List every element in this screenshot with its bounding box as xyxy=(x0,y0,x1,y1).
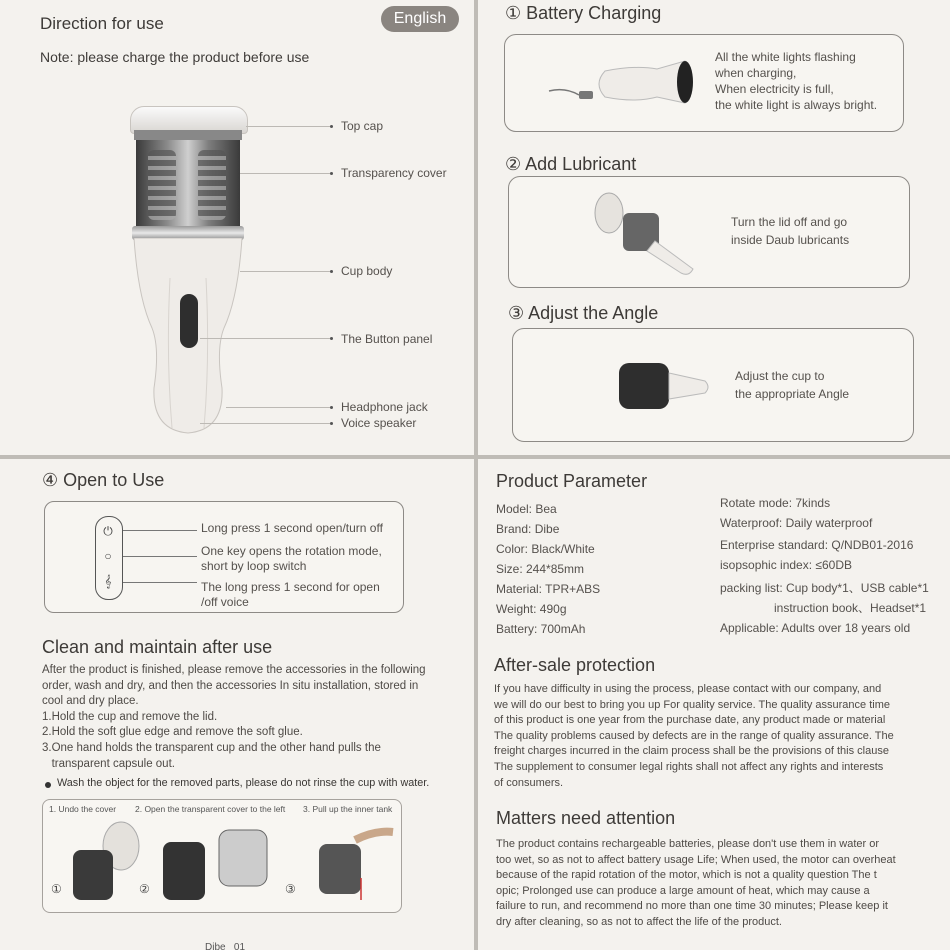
step1-text-line: When electricity is full, xyxy=(715,82,834,96)
step1-heading xyxy=(505,3,661,24)
aftersale-paragraph xyxy=(494,682,950,791)
button-desc-line: short by loop switch xyxy=(201,559,307,573)
step2-text xyxy=(731,213,849,249)
clean-title: Clean and maintain after use xyxy=(42,637,273,657)
param-right: isopsophic index: ≤60DB xyxy=(720,558,852,572)
button-desc-power: Long press 1 second open/turn off xyxy=(201,521,383,535)
page-footer: Dibe 01 xyxy=(205,942,246,950)
angle-device-icon xyxy=(613,359,713,415)
clean-line: 1.Hold the cup and remove the lid. xyxy=(42,710,218,723)
step2-text-line: Turn the lid off and go xyxy=(731,215,848,229)
clean-line: 2.Hold the soft glue edge and remove the soft glue. xyxy=(42,726,303,739)
button-desc-mode xyxy=(201,544,382,574)
step3-text-line: Adjust the cup to xyxy=(735,369,825,383)
page-direction-for-use xyxy=(0,0,474,455)
step1-box xyxy=(504,34,904,132)
label-voice-speaker: Voice speaker xyxy=(341,416,417,430)
wash-warning: Wash the object for the removed parts, please do not rinse the cup with water. xyxy=(57,777,430,789)
step1-text xyxy=(715,49,877,113)
step2-number: ② xyxy=(505,154,522,174)
button-desc-line: The long press 1 second for open xyxy=(201,580,380,594)
page-open-and-clean xyxy=(0,459,474,950)
page-steps xyxy=(478,0,950,455)
label-top-cap: Top cap xyxy=(341,119,384,133)
matters-line: failure to run, and recommend no more than one time 30 minutes; Please keep it xyxy=(496,900,888,913)
button-panel-shape xyxy=(180,294,198,348)
matters-line: The product contains rechargeable batteries, please don't use them in water or xyxy=(496,838,880,850)
illus-num-1: ① xyxy=(51,882,62,896)
button-panel-box xyxy=(44,501,404,613)
param-left: Battery: 700mAh xyxy=(496,622,586,636)
param-title: Product Parameter xyxy=(496,471,648,491)
label-headphone-jack: Headphone jack xyxy=(341,400,428,414)
param-right: Enterprise standard: Q/NDB01-2016 xyxy=(720,538,914,552)
aftersale-line: of consumers. xyxy=(494,776,564,789)
button-desc-line: One key opens the rotation mode, xyxy=(201,544,382,558)
step1-text-line: All the white lights flashing xyxy=(715,50,856,64)
matters-paragraph xyxy=(496,837,950,931)
lubricant-device-icon xyxy=(589,191,699,277)
param-right: packing list: Cup body*1、USB cable*1 xyxy=(720,581,929,595)
step1-text-line: the white light is always bright. xyxy=(715,98,878,112)
param-left: Material: TPR+ABS xyxy=(496,582,601,596)
label-cup-body: Cup body xyxy=(341,264,393,278)
illus-num-3: ③ xyxy=(285,882,296,896)
param-right: instruction book、Headset*1 xyxy=(774,601,927,615)
step4-number: ④ xyxy=(42,470,59,490)
matters-line: dry after cleaning, so as not to affect the life of the product. xyxy=(496,915,782,928)
cleaning-steps-box xyxy=(42,799,402,913)
step2-text-line: inside Daub lubricants xyxy=(731,233,850,247)
aftersale-line: The quality problems caused by defects are in the range of quality assurance. The xyxy=(494,729,894,742)
aftersale-line: we will do our best to bring you up For quality service. The quality assurance time xyxy=(494,698,890,711)
step3-text-line: the appropriate Angle xyxy=(735,387,850,401)
cleaning-step3-image xyxy=(299,818,395,906)
aftersale-title: After-sale protection xyxy=(494,655,656,675)
step3-title: Adjust the Angle xyxy=(528,303,659,323)
param-left: Size: 244*85mm xyxy=(496,562,585,576)
param-left: Weight: 490g xyxy=(496,602,567,616)
step2-box xyxy=(508,176,910,288)
charging-device-icon xyxy=(545,51,695,115)
step3-heading xyxy=(508,303,658,324)
button-desc-voice xyxy=(201,580,380,610)
step3-text xyxy=(735,367,849,403)
illus-num-2: ② xyxy=(139,882,150,896)
param-right: Applicable: Adults over 18 years old xyxy=(720,621,911,635)
step4-heading xyxy=(42,470,164,491)
step2-title: Add Lubricant xyxy=(525,154,637,174)
page-title: Direction for use xyxy=(40,14,164,33)
button-desc-line: /off voice xyxy=(201,595,249,609)
page-parameters xyxy=(478,459,950,950)
clean-line: 3.One hand holds the transparent cup and the other hand pulls the xyxy=(42,741,381,754)
param-right: Rotate mode: 7kinds xyxy=(720,496,831,510)
param-left: Brand: Dibe xyxy=(496,522,560,536)
aftersale-line: The supplement to consumer legal rights shall not affect any rights and interests xyxy=(494,760,884,773)
aftersale-line: freight charges incurred in the claim process shall be the provisions of this clause xyxy=(494,745,889,758)
illus-step-2: 2. Open the transparent cover to the left xyxy=(135,804,286,814)
matters-line: because of the rapid rotation of the motor, which is not a quality question The t xyxy=(496,869,877,882)
cleaning-step2-image xyxy=(155,822,285,906)
clean-paragraph xyxy=(42,663,452,772)
aftersale-line: If you have difficulty in using the process, please contact with our company, and xyxy=(494,683,882,695)
step3-box xyxy=(512,328,914,442)
matters-line: too wet, so as not to affect battery usage Life; When used, the motor can overheat xyxy=(496,853,896,866)
power-icon: ⏻ xyxy=(103,524,113,538)
language-badge: English xyxy=(381,6,459,32)
step4-title: Open to Use xyxy=(63,470,165,490)
clean-line: cool and dry place. xyxy=(42,695,139,708)
circle-icon: ○ xyxy=(104,549,112,563)
clean-line: order, wash and dry, and then the accessories In situ installation, stored in xyxy=(42,679,419,692)
param-left: Color: Black/White xyxy=(496,542,595,556)
matters-title: Matters need attention xyxy=(496,808,676,828)
step1-title: Battery Charging xyxy=(526,3,662,23)
illus-step-1: 1. Undo the cover xyxy=(49,804,117,814)
step3-number: ③ xyxy=(508,303,525,323)
label-button-panel: The Button panel xyxy=(341,332,433,346)
step2-heading xyxy=(505,154,636,175)
bullet-icon xyxy=(45,782,51,788)
param-left: Model: Bea xyxy=(496,502,557,516)
matters-line: opic; Prolonged use can produce a large amount of heat, which may cause a xyxy=(496,884,870,897)
step1-text-line: when charging, xyxy=(715,66,797,80)
illus-step-3: 3. Pull up the inner tank xyxy=(303,804,393,814)
label-transparency-cover: Transparency cover xyxy=(341,166,447,180)
clean-line: After the product is finished, please remove the accessories in the following xyxy=(42,664,426,676)
music-icon: 𝄞 xyxy=(104,574,112,588)
charge-note: Note: please charge the product before use xyxy=(40,49,310,65)
step1-number: ① xyxy=(505,3,522,23)
param-right: Waterproof: Daily waterproof xyxy=(720,516,873,530)
clean-line: transparent capsule out. xyxy=(42,757,175,770)
aftersale-line: of this product is one year from the purchase date, any product made or material xyxy=(494,714,886,727)
